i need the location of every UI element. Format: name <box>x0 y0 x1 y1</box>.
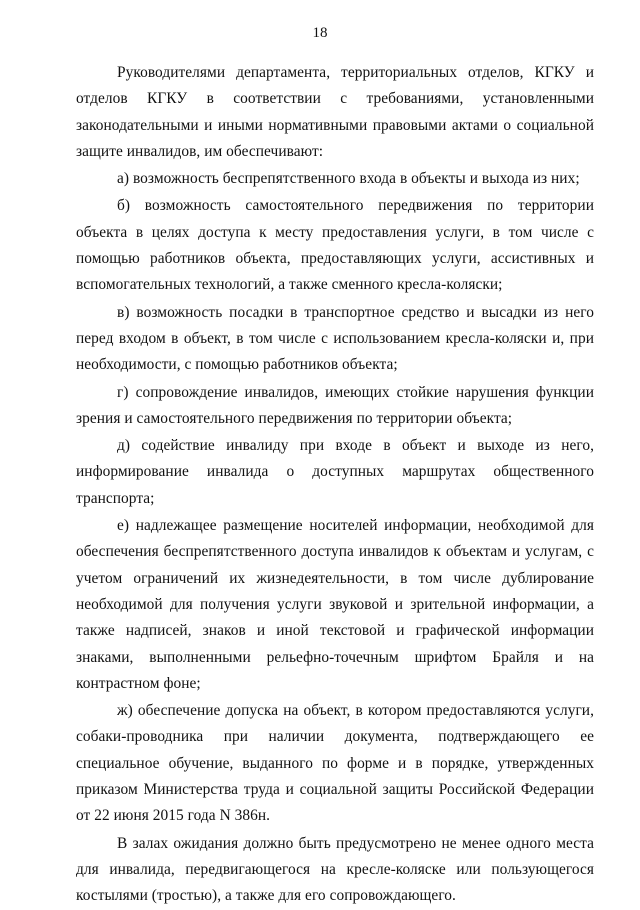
list-item-e: е) надлежащее размещение носителей информации, необходимой для обеспечения беспрепятственного доступа инвалидов к объектам и услугам, с учетом ограничений их жизнедеятельности, в том числе дублирование необходимой для получения услуги звуковой и зрительной информации, а также надписей, знаков и иной текстовой и графической информации знаками, выполненными рельефно-точечным шрифтом Брайля и на контрастном фоне; <box>76 517 594 692</box>
page-number: 18 <box>312 25 328 41</box>
closing-paragraph: В залах ожидания должно быть предусмотрено не менее одного места для инвалида, передвигающегося на кресле-коляске или пользующегося костылями (тростью), а также для его сопровождающего. <box>76 834 594 905</box>
intro-paragraph: Руководителями департамента, территориальных отделов, КГКУ и отделов КГКУ в соответствии с требованиями, установленными законодательными и иными нормативными правовыми актами о социальной защите инвалидов, им обеспечивают: <box>76 64 594 160</box>
document-body <box>76 60 594 910</box>
list-item-d: д) содействие инвалиду при входе в объект и выходе из него, информирование инвалида о доступных маршрутах общественного транспорта; <box>76 437 594 507</box>
list-item-g: г) сопровождение инвалидов, имеющих стойкие нарушения функции зрения и самостоятельного передвижения по территории объекта; <box>76 383 594 427</box>
list-item-b: б) возможность самостоятельного передвижения по территории объекта в целях доступа к месту предоставления услуги, в том числе с помощью работников объекта, предоставляющих услуги, ассистивных и вспомогательных технологий, а также сменного кресла-коляски; <box>76 197 594 294</box>
list-item-a: а) возможность беспрепятственного входа в объекты и выхода из них; <box>117 170 580 188</box>
list-item-zh: ж) обеспечение допуска на объект, в котором предоставляются услуги, собаки-проводника при наличии документа, подтверждающего ее специальное обучение, выданного по форме и в порядке, утвержденных приказом Министерства труда и социальной защиты Российской Федерации от 22 июня 2015 года N 386н. <box>76 702 594 825</box>
list-item-v: в) возможность посадки в транспортное средство и высадки из него перед входом в объект, в том числе с использованием кресла-коляски и, при необходимости, с помощью работников объекта; <box>76 303 594 374</box>
